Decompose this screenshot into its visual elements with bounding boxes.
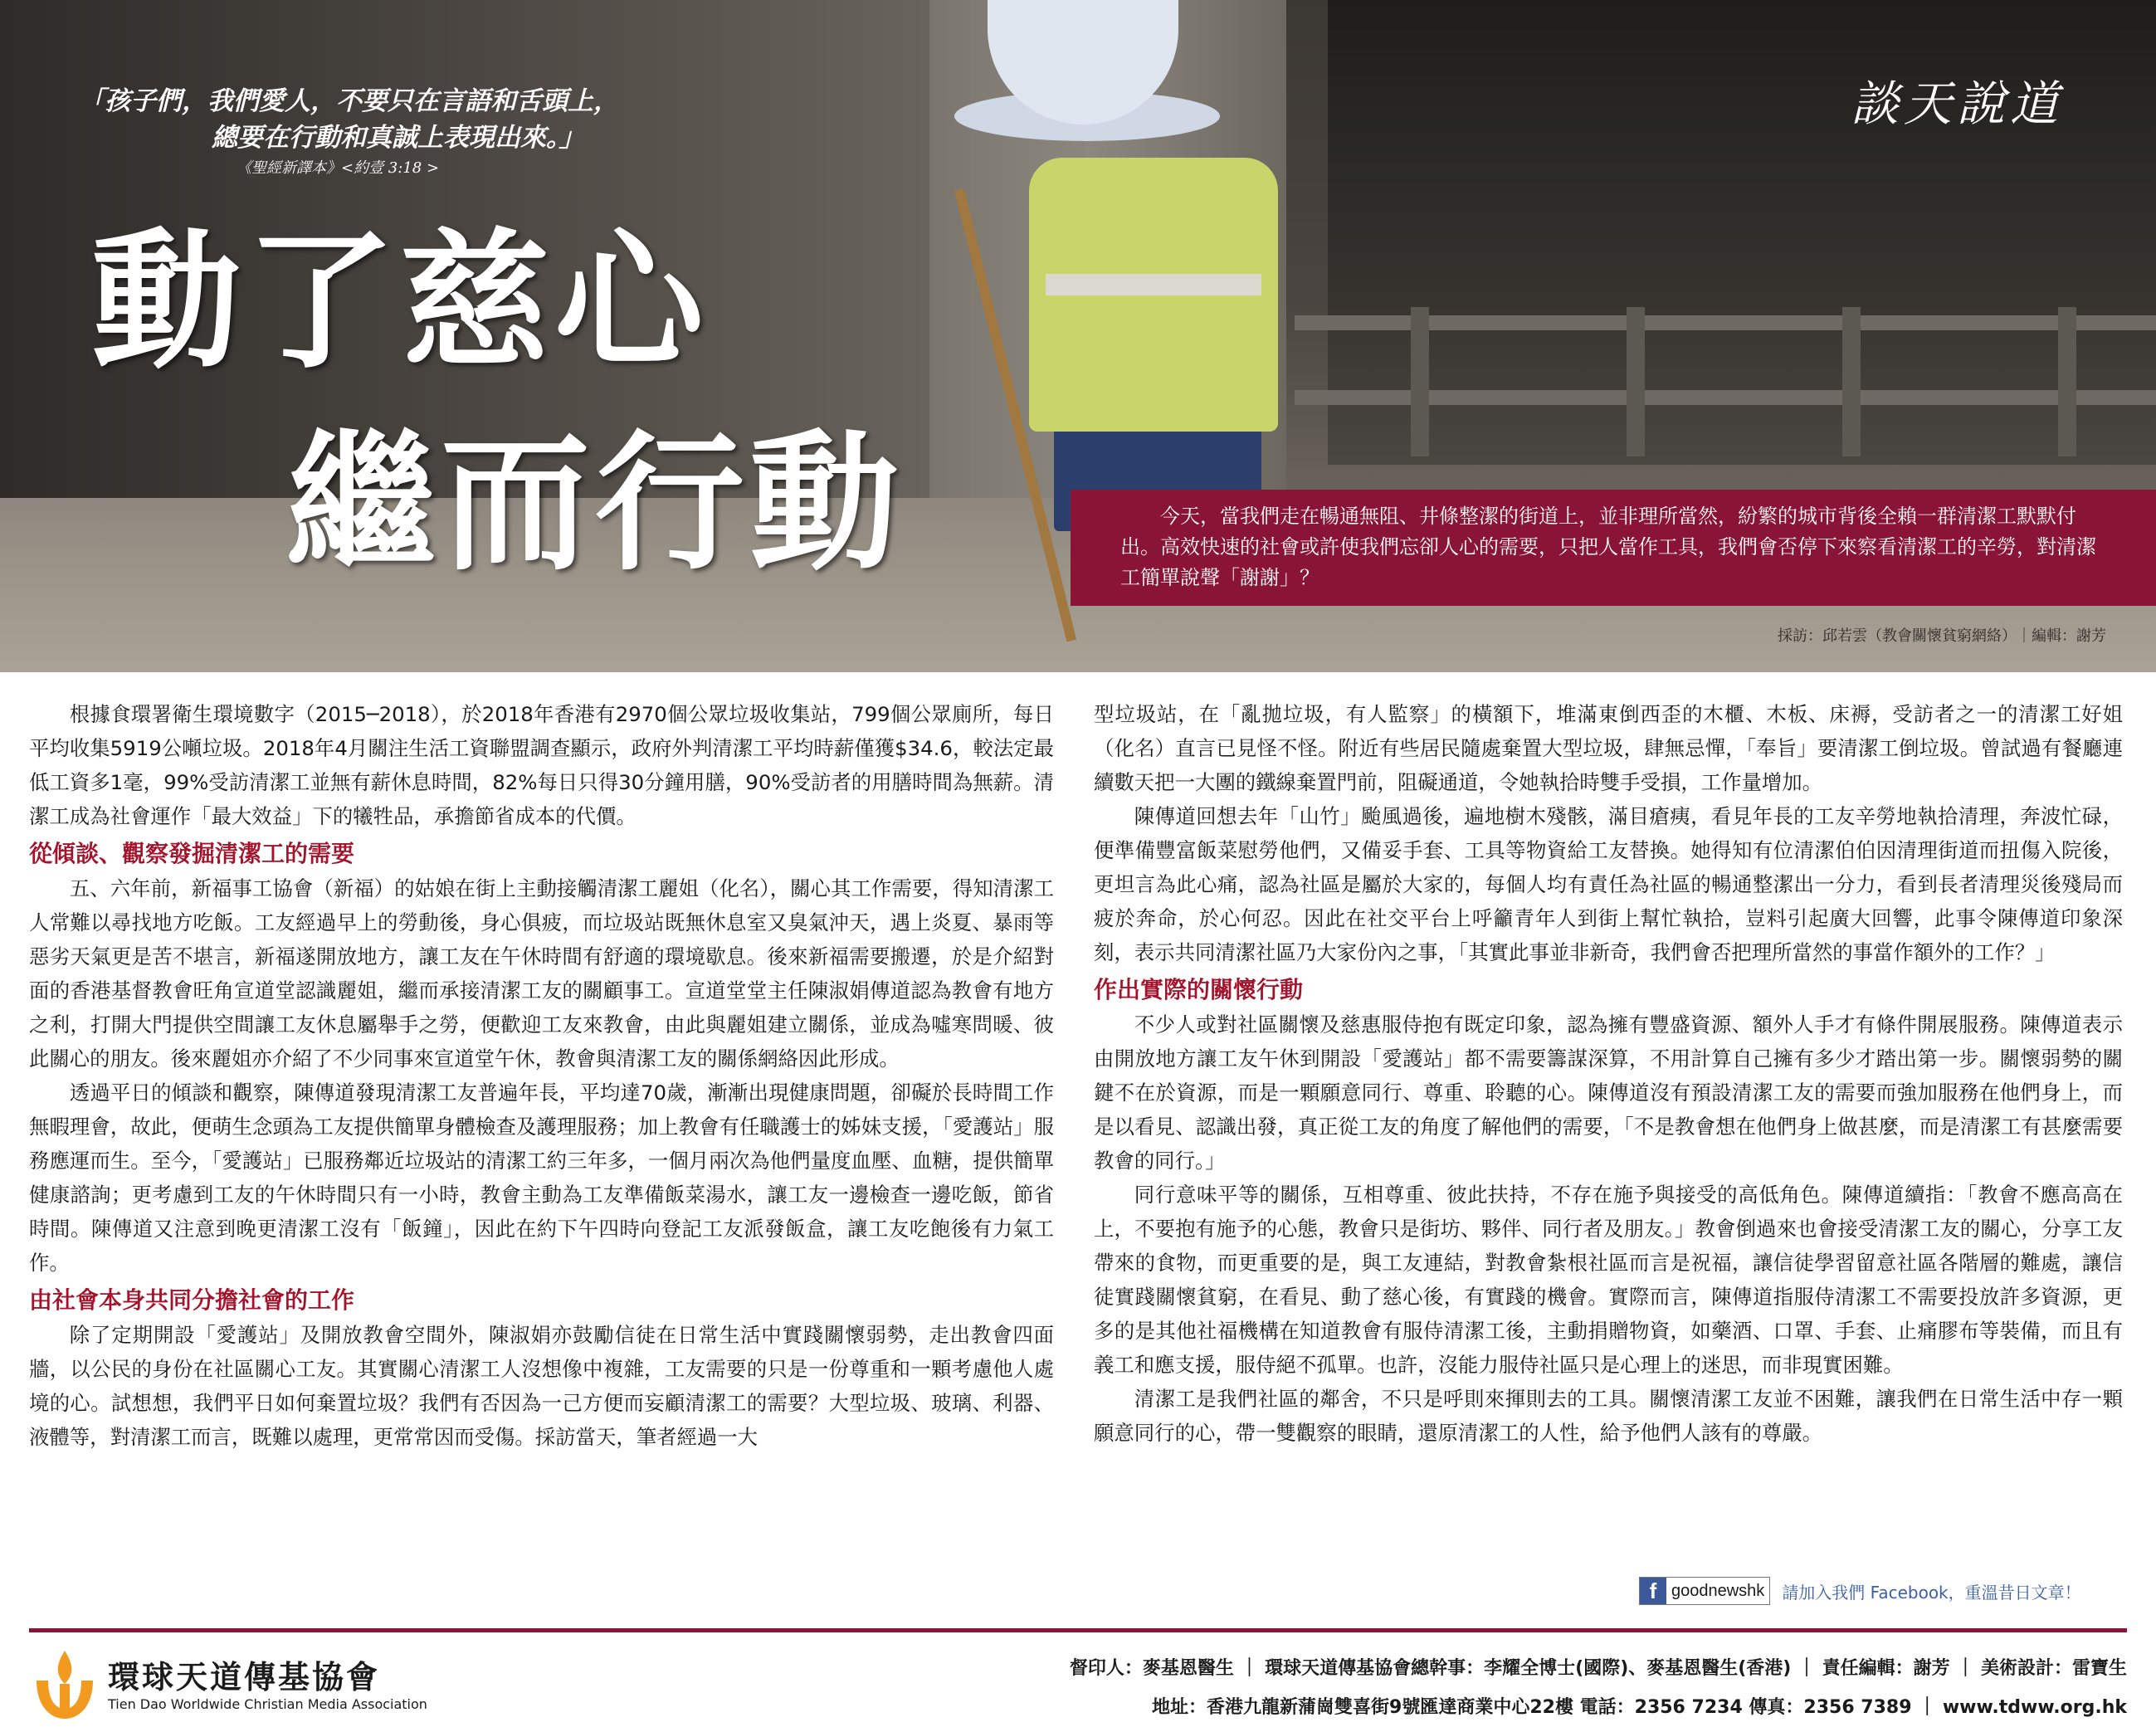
article-paragraph: 同行意味平等的關係，互相尊重、彼此扶持，不存在施予與接受的高低角色。陳傳道續指：「教會不應高高在上，不要抱有施予的心態，教會只是街坊、夥伴、同行者及朋友。」教會倒過來也會接受清潔工友的關心，分享工友帶來的食物，而更重要的是，與工友連結，對教會紮根社區而言是祝福，讓信徒學習留意社區各階層的難處，讓信徒實踐關懷貧窮，在看見、動了慈心後，有實踐的機會。實際而言，陳傳道指服侍清潔工不需要投放許多資源，更多的是其他社福機構在知道教會有服侍清潔工後，主動捐贈物資，如藥酒、口罩、手套、止痛膠布等裝備，而且有義工和應支援，服侍絕不孤單。也許，沒能力服侍社區只是心理上的迷思，而非現實困難。 [1094,1183,2123,1377]
photo-rail-post [2058,307,2076,456]
section-heading: 從傾談、觀察發掘清潔工的需要 [29,840,355,867]
org-name-english: Tien Dao Worldwide Christian Media Association [108,1696,427,1712]
article-paragraph: 除了定期開設「愛護站」及開放教會空間外，陳淑娟亦鼓勵信徒在日常生活中實踐關懷弱勢，走出教會四面牆，以公民的身份在社區關心工友。其實關心清潔工人沒想像中複雜，工友需要的只是一份尊重和一顆考慮他人處境的心。試想想，我們平日如何棄置垃圾？我們有否因為一己方便而妄顧清潔工的需要？大型垃圾、玻璃、利器、液體等，對清潔工而言，既難以處理，更常常因而受傷。採訪當天，筆者經過一大 [29,1323,1054,1449]
headline-line-2: 繼而行動 [286,417,905,591]
photo-vest-stripe [1046,274,1261,295]
org-logo-icon [32,1647,98,1720]
article-paragraph: 五、六年前，新福事工協會（新福）的姑娘在街上主動接觸清潔工麗姐（化名），關心其工作需要，得知清潔工人常難以尋找地方吃飯。工友經過早上的勞動後，身心俱疲，而垃圾站既無休息室又臭氣沖天，遇上炎夏、暴雨等惡劣天氣更是苦不堪言，新福遂開放地方，讓工友在午休時間有舒適的環境歇息。後來新福需要搬遷，於是介紹對面的香港基督教會旺角宣道堂認識麗姐，繼而承接清潔工友的關顧事工。宣道堂堂主任陳淑娟傳道認為教會有地方之利，打開大門提供空間讓工友休息屬舉手之勞，便歡迎工友來教會，由此與麗姐建立關係，並成為噓寒問暖、彼此關心的朋友。後來麗姐亦介紹了不少同事來宣道堂午休，教會與清潔工友的關係網絡因此形成。 [29,876,1054,1071]
org-name: 環球天道傳基協會 [108,1659,381,1695]
section-heading: 由社會本身共同分擔社會的工作 [29,1286,355,1314]
quote-source: 《聖經新譯本》<約壹 3:18 > [237,159,440,177]
byline-credit: 採訪：邱若雲（教會關懷貧窮網絡）｜編輯：謝芳 [1778,627,2106,645]
article-column-right [1094,697,2123,1450]
article-paragraph: 根據食環署衛生環境數字（2015─2018），於2018年香港有2970個公眾垃圾收集站，799個公眾廁所，每日平均收集5919公噸垃圾。2018年4月關注生活工資聯盟調查顯示，政府外判清潔工平均時薪僅獲$34.6，較法定最低工資多1毫，99%受訪清潔工並無有薪休息時間，82%每日只得30分鐘用膳，90%受訪者的用膳時間為無薪。清潔工成為社會運作「最大效益」下的犧牲品，承擔節省成本的代價。 [29,702,1054,828]
bible-quote [79,83,710,181]
facebook-icon: f [1640,1578,1666,1604]
facebook-handle: goodnewshk [1671,1581,1765,1600]
column-logo: 談天說道 [1851,76,2064,132]
article-paragraph-continued: 型垃圾站，在「亂拋垃圾，有人監察」的橫額下，堆滿東倒西歪的木櫃、木板、床褥，受訪者之一的清潔工好姐（化名）直言已見怪不怪。附近有些居民隨處棄置大型垃圾，肆無忌憚，「奉旨」要清潔工倒垃圾。曾試過有餐廳連續數天把一大團的鐵線棄置門前，阻礙通道，令她執拾時雙手受損，工作量增加。 [1094,702,2123,794]
footer-divider [29,1628,2127,1632]
facebook-cta[interactable]: 請加入我們 Facebook，重溫昔日文章！ [1782,1582,2081,1603]
quote-line-1: 「孩子們，我們愛人，不要只在言語和舌頭上， [79,86,619,116]
article-paragraph: 不少人或對社區關懷及慈惠服侍抱有既定印象，認為擁有豐盛資源、額外人手才有條件開展服務。陳傳道表示由開放地方讓工友午休到開設「愛護站」都不需要籌謀深算，不用計算自己擁有多少才踏出第一步。關懷弱勢的關鍵不在於資源，而是一顆願意同行、尊重、聆聽的心。陳傳道沒有預設清潔工友的需要而強加服務在他們身上，而是以看見、認識出發，真正從工友的角度了解他們的需要，「不是教會想在他們身上做甚麼，而是清潔工有甚麼需要教會的同行。」 [1094,1012,2123,1173]
quote-line-2: 總要在行動和真誠上表現出來。」 [212,123,585,153]
facebook-promo[interactable] [1639,1577,2081,1605]
article-paragraph: 清潔工是我們社區的鄰舍，不只是呼則來揮則去的工具。關懷清潔工友並不困難，讓我們在日常生活中存一顆願意同行的心，帶一雙觀察的眼睛，還原清潔工的人性，給予他們人該有的尊嚴。 [1094,1387,2123,1445]
photo-rail-post [1627,307,1645,456]
section-heading: 作出實際的關懷行動 [1094,976,1304,1003]
footer-contact-line: 地址：香港九龍新蒲崗雙喜街9號匯達商業中心22樓 電話：2356 7234 傳真：2356 7389 ｜ www.tdww.org.hk [1152,1697,2127,1718]
article-column-left [29,697,1054,1454]
article-paragraph: 透過平日的傾談和觀察，陳傳道發現清潔工友普遍年長，平均達70歲，漸漸出現健康問題，卻礙於長時間工作無暇理會，故此，便萌生念頭為工友提供簡單身體檢查及護理服務；加上教會有任職護士的姊妹支援，「愛護站」服務應運而生。至今，「愛護站」已服務鄰近垃圾站的清潔工約三年多，一個月兩次為他們量度血壓、血糖，提供簡單健康諮詢；更考慮到工友的午休時間只有一小時，教會主動為工友準備飯菜湯水，讓工友一邊檢查一邊吃飯，節省時間。陳傳道又注意到晚更清潔工沒有「飯鐘」，因此在約下午四時向登記工友派發飯盒，讓工友吃飽後有力氣工作。 [29,1081,1054,1275]
photo-rail-post [1842,307,1861,456]
intro-box [1071,490,2156,606]
photo-rail-post [1411,307,1429,456]
article-paragraph: 陳傳道回想去年「山竹」颱風過後，遍地樹木殘骸，滿目瘡痍，看見年長的工友辛勞地執拾清理，奔波忙碌，便準備豐富飯菜慰勞他們，又備妥手套、工具等物資給工友替換。她得知有位清潔伯伯因清理街道而扭傷入院後，更坦言為此心痛，認為社區是屬於大家的，每個人均有責任為社區的暢通整潔出一分力，看到長者清理災後殘局而疲於奔命，於心何忍。因此在社交平台上呼籲青年人到街上幫忙執拾，豈料引起廣大回響，此事令陳傳道印象深刻，表示共同清潔社區乃大家份內之事，「其實此事並非新奇，我們會否把理所當然的事當作額外的工作？」 [1094,804,2123,964]
facebook-badge[interactable] [1639,1577,1770,1605]
intro-text: 今天，當我們走在暢通無阻、井條整潔的街道上，並非理所當然，紛繁的城市背後全賴一群清潔工默默付出。高效快速的社會或許使我們忘卻人心的需要，只把人當作工具，我們會否停下來察看清潔工的辛勞，對清潔工簡單說聲「謝謝」？ [1120,505,2096,589]
headline-line-1: 動了慈心 [91,216,710,389]
footer-staff-line: 督印人：麥基恩醫生 ｜ 環球天道傳基協會總幹事：李耀全博士(國際)、麥基恩醫生(香港) ｜ 責任編輯：謝芳 ｜ 美術設計：雷寶生 [1069,1658,2127,1679]
